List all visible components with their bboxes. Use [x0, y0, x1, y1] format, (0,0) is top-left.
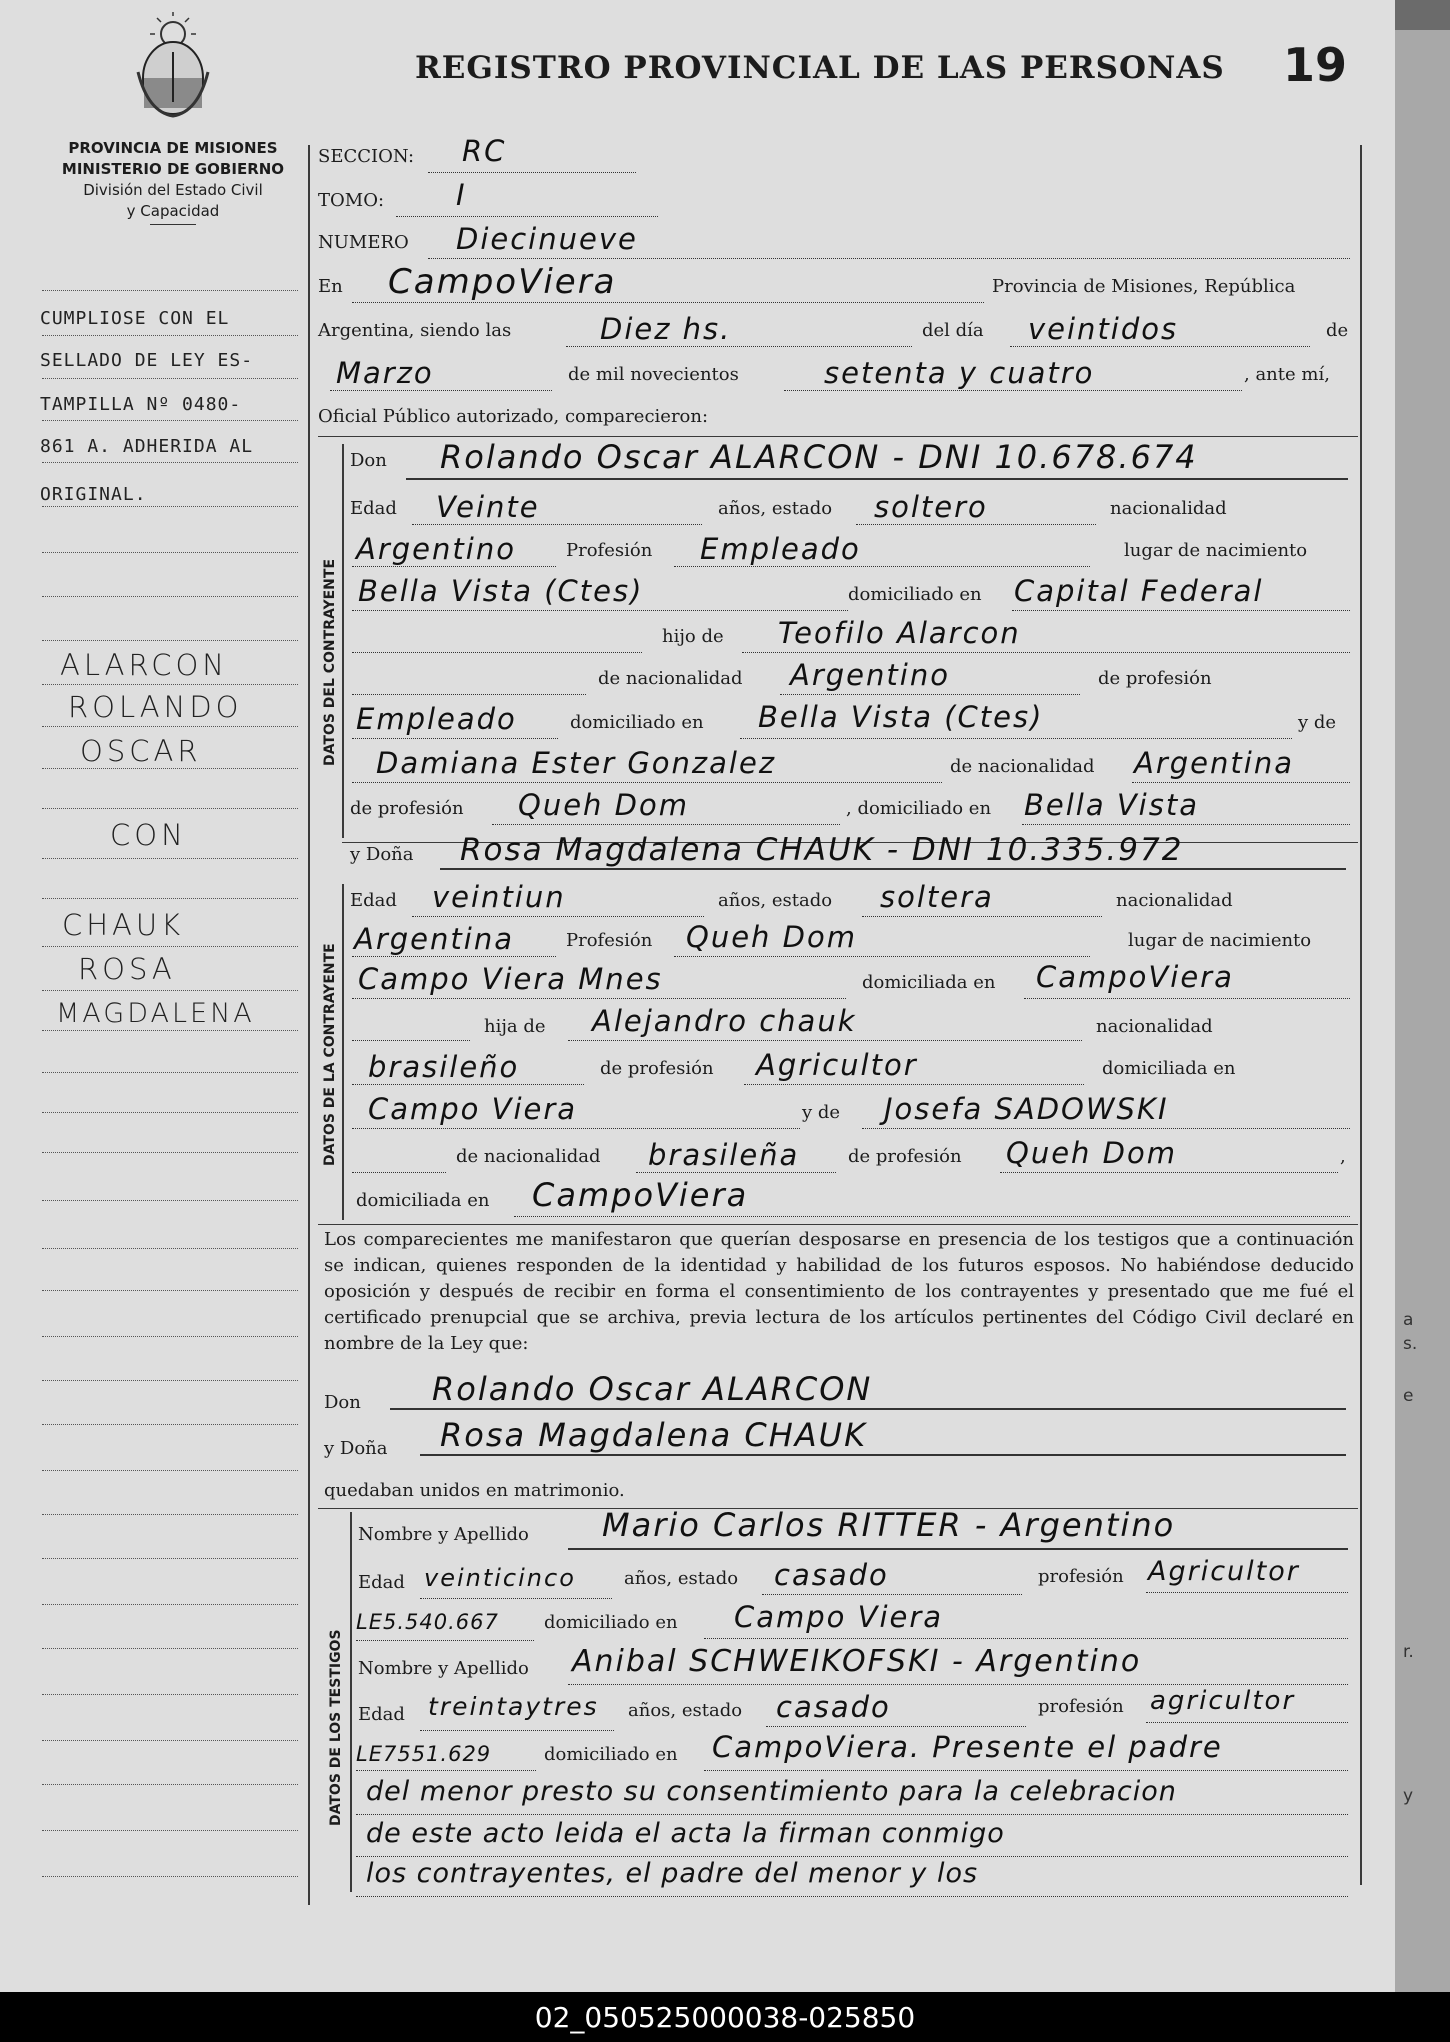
margin-note-line: TAMPILLA Nº 0480-	[40, 394, 242, 415]
value-bride-father: Alejandro chauk	[592, 1004, 857, 1038]
seccion-line	[428, 172, 636, 173]
bride-blank-line	[352, 1040, 470, 1041]
label-hijo-de: hijo de	[662, 626, 724, 647]
groom-age-line	[412, 524, 702, 525]
groom-father-domicile-line	[740, 738, 1292, 739]
divider-groom-top	[318, 436, 1358, 437]
label-profesion: Profesión	[566, 540, 653, 561]
witness2-domicile-line	[704, 1770, 1348, 1771]
groom-blank-line	[352, 652, 642, 653]
label-father-nationality: de nacionalidad	[598, 668, 743, 689]
bride-father-domicile-line	[352, 1128, 800, 1129]
label-witness1-domicile: domiciliado en	[544, 1612, 678, 1633]
margin-line	[42, 1514, 298, 1515]
value-seccion: RC	[462, 134, 507, 168]
value-bride-nationality: Argentina	[354, 922, 514, 956]
margin-note-line: ORIGINAL.	[40, 484, 147, 505]
margin-line	[42, 808, 298, 809]
margin-line	[42, 946, 298, 947]
section-label-bride: DATOS DE LA CONTRAYENTE	[322, 943, 338, 1166]
label-tomo: TOMO:	[318, 190, 385, 211]
label-de: de	[1326, 320, 1349, 341]
margin-line	[42, 1558, 298, 1559]
mes-line	[330, 390, 552, 391]
margin-note-line: 861 A. ADHERIDA AL	[40, 436, 254, 457]
value-groom-estado: soltero	[874, 490, 988, 524]
margin-groom-middlename: OSCAR	[80, 734, 202, 768]
label-nacionalidad: nacionalidad	[1110, 498, 1227, 519]
label-bride-profesion: Profesión	[566, 930, 653, 951]
page-number: 19	[1283, 38, 1348, 92]
label-numero: NUMERO	[318, 232, 409, 253]
bride-section-bar	[342, 884, 344, 1220]
section-label-witnesses: DATOS DE LOS TESTIGOS	[328, 1629, 344, 1826]
witness2-estado-line	[766, 1726, 1026, 1727]
value-groom-name: Rolando Oscar ALARCON - DNI 10.678.674	[440, 438, 1198, 476]
value-bride-estado: soltera	[880, 880, 994, 914]
groom-domicile-line	[1012, 610, 1350, 611]
value-witness1-domicile: Campo Viera	[734, 1600, 944, 1634]
value-witness2-doc: LE7551.629	[356, 1742, 492, 1766]
label-seccion: SECCION:	[318, 146, 415, 167]
label-mother-nationality: de nacionalidad	[950, 756, 1095, 777]
margin-line	[42, 726, 298, 727]
margin-line	[42, 1290, 298, 1291]
groom-estado-line	[856, 524, 1096, 525]
witness1-doc-line	[356, 1640, 534, 1641]
groom-profession-line	[674, 566, 1090, 567]
lugar-line	[352, 302, 984, 303]
label-oficial: Oficial Público autorizado, comparecieron:	[318, 406, 709, 427]
label-de-mil: de mil novecientos	[568, 364, 739, 385]
groom-father-nationality-line	[780, 694, 1080, 695]
label-don: Don	[350, 450, 387, 471]
margin-line	[42, 1470, 298, 1471]
value-groom-mother-domicile: Bella Vista	[1024, 788, 1199, 822]
margin-line	[42, 1784, 298, 1785]
value-groom-father: Teofilo Alarcon	[778, 616, 1021, 650]
margin-divider	[308, 145, 310, 1905]
bride-blank-line-2	[352, 1172, 446, 1173]
margin-bride-middlename: MAGDALENA	[56, 998, 255, 1029]
label-bride-father-nationality: nacionalidad	[1096, 1016, 1213, 1037]
margin-line	[42, 858, 298, 859]
witness1-domicile-line	[704, 1638, 1348, 1639]
margin-bride-surname: CHAUK	[62, 908, 185, 942]
margin-line	[42, 898, 298, 899]
value-union-don: Rolando Oscar ALARCON	[432, 1370, 873, 1408]
value-witness2-domicile: CampoViera. Presente el padre	[712, 1730, 1223, 1764]
closing-line-2	[356, 1856, 1348, 1857]
margin-line	[42, 1424, 298, 1425]
value-hora: Diez hs.	[600, 312, 732, 346]
margin-line	[42, 1380, 298, 1381]
label-bride-mother-profession: de profesión	[848, 1146, 962, 1167]
org-ministry: MINISTERIO DE GOBIERNO	[61, 160, 285, 178]
bride-mother-nationality-line	[636, 1172, 836, 1173]
witness1-name-line	[568, 1548, 1348, 1550]
margin-line	[42, 1200, 298, 1201]
label-bride-nacionalidad: nacionalidad	[1116, 890, 1233, 911]
margin-groom-firstname: ROLANDO	[68, 690, 243, 724]
margin-line	[42, 1336, 298, 1337]
closing-line-1	[356, 1814, 1348, 1815]
value-bride-age: veintiun	[432, 880, 566, 914]
registry-title: REGISTRO PROVINCIAL DE LAS PERSONAS	[415, 50, 1225, 86]
value-witness2-name: Anibal SCHWEIKOFSKI - Argentino	[572, 1644, 1142, 1679]
bride-mother-domicile-line	[514, 1216, 1350, 1217]
margin-line	[42, 1694, 298, 1695]
value-groom-profession: Empleado	[700, 532, 861, 566]
comma: ,	[1340, 1146, 1346, 1167]
value-witness1-doc: LE5.540.667	[356, 1610, 499, 1634]
numero-line	[428, 258, 1350, 259]
margin-line	[42, 378, 298, 379]
label-lugar-nacimiento: lugar de nacimiento	[1124, 540, 1308, 561]
value-tomo: I	[456, 178, 467, 212]
label-witness1-name: Nombre y Apellido	[358, 1524, 529, 1545]
label-anos-estado: años, estado	[718, 498, 833, 519]
value-groom-father-nationality: Argentino	[790, 658, 950, 692]
bride-birthplace-line	[352, 998, 846, 999]
adjacent-page-edge	[1395, 30, 1450, 1992]
label-union-don: Don	[324, 1392, 361, 1413]
label-witness1-profesion: profesión	[1038, 1566, 1124, 1587]
witness1-profession-line	[1146, 1592, 1348, 1593]
value-groom-domicile: Capital Federal	[1014, 574, 1264, 608]
value-bride-father-domicile: Campo Viera	[368, 1092, 578, 1126]
label-mother-domicile: , domiciliado en	[846, 798, 992, 819]
label-witness2-name: Nombre y Apellido	[358, 1658, 529, 1679]
bride-nationality-line	[352, 956, 556, 957]
value-witness1-estado: casado	[774, 1558, 889, 1592]
label-father-domicile: domiciliado en	[570, 712, 704, 733]
label-father-profession: de profesión	[1098, 668, 1212, 689]
label-ante-mi: , ante mí,	[1244, 364, 1330, 385]
groom-mother-nationality-line	[1132, 782, 1350, 783]
bride-father-line	[568, 1040, 1082, 1041]
label-mother-profession: de profesión	[350, 798, 464, 819]
bride-father-profession-line	[744, 1084, 1084, 1085]
label-bride-father-profession: de profesión	[600, 1058, 714, 1079]
value-groom-mother-nationality: Argentina	[1134, 746, 1294, 780]
value-bride-mother: Josefa SADOWSKI	[884, 1092, 1169, 1126]
label-y-de: y de	[1298, 712, 1337, 733]
label-en: En	[318, 276, 343, 297]
margin-line	[42, 640, 298, 641]
label-edad: Edad	[350, 498, 397, 519]
value-bride-domicile: CampoViera	[1036, 960, 1234, 994]
edge-mark: e	[1403, 1386, 1414, 1406]
witness2-age-line	[420, 1730, 614, 1731]
value-lugar: CampoViera	[388, 262, 617, 302]
tomo-line	[396, 216, 658, 217]
margin-groom-surname: ALARCON	[60, 648, 228, 682]
margin-line	[42, 1740, 298, 1741]
section-label-groom: DATOS DEL CONTRAYENTE	[322, 558, 338, 766]
value-bride-profession: Queh Dom	[686, 920, 857, 954]
margin-line	[42, 1152, 298, 1153]
margin-line	[42, 684, 298, 685]
groom-father-line	[742, 652, 1350, 653]
value-witness1-age: veinticinco	[424, 1564, 576, 1592]
label-bride-father-domicile: domiciliada en	[1102, 1058, 1236, 1079]
groom-mother-line	[352, 782, 942, 783]
label-witness1-estado: años, estado	[624, 1568, 739, 1589]
value-bride-father-nationality: brasileño	[368, 1050, 520, 1084]
groom-nationality-line	[352, 566, 556, 567]
edge-mark: s.	[1403, 1334, 1418, 1354]
groom-name-line	[406, 478, 1348, 480]
value-closing-line-1: del menor presto su consentimiento para la celebracion	[366, 1776, 1177, 1807]
bride-profession-line	[674, 956, 1090, 957]
groom-mother-profession-line	[492, 824, 840, 825]
value-bride-father-profession: Agricultor	[756, 1048, 918, 1082]
margin-line	[42, 596, 298, 597]
value-mes: Marzo	[336, 356, 434, 390]
value-bride-mother-domicile: CampoViera	[532, 1176, 749, 1214]
label-domiciliado-en: domiciliado en	[848, 584, 982, 605]
label-bride-edad: Edad	[350, 890, 397, 911]
dia-line	[1010, 346, 1310, 347]
value-groom-birthplace: Bella Vista (Ctes)	[358, 574, 644, 608]
margin-line	[42, 1248, 298, 1249]
label-witness2-estado: años, estado	[628, 1700, 743, 1721]
value-witness2-profession: agricultor	[1150, 1686, 1296, 1716]
margin-line	[42, 1072, 298, 1073]
groom-mother-domicile-line	[1022, 824, 1350, 825]
label-bride-mother-domicile: domiciliada en	[356, 1190, 490, 1211]
margin-line	[42, 1830, 298, 1831]
groom-section-bar	[342, 444, 344, 838]
margin-line	[42, 1876, 298, 1877]
label-union-dona: y Doña	[324, 1438, 388, 1459]
margin-line	[42, 462, 298, 463]
label-quedaban: quedaban unidos en matrimonio.	[324, 1480, 625, 1501]
org-rule	[150, 224, 196, 225]
margin-line	[42, 1030, 298, 1031]
hora-line	[566, 346, 912, 347]
label-argentina-siendo: Argentina, siendo las	[318, 320, 512, 341]
value-numero: Diecinueve	[456, 222, 638, 256]
label-witness2-domicile: domiciliado en	[544, 1744, 678, 1765]
label-witness1-edad: Edad	[358, 1572, 405, 1593]
value-groom-age: Veinte	[436, 490, 540, 524]
value-witness2-estado: casado	[776, 1690, 891, 1724]
value-bride-name: Rosa Magdalena CHAUK - DNI 10.335.972	[460, 832, 1184, 868]
label-bride-mother-nationality: de nacionalidad	[456, 1146, 601, 1167]
bride-domicile-line	[1024, 998, 1350, 999]
value-groom-nationality: Argentino	[356, 532, 516, 566]
value-groom-mother-profession: Queh Dom	[518, 788, 689, 822]
edge-mark: r.	[1403, 1642, 1414, 1662]
closing-line-3	[356, 1896, 1348, 1897]
margin-line	[42, 420, 298, 421]
value-bride-mother-profession: Queh Dom	[1006, 1136, 1177, 1170]
bride-estado-line	[862, 916, 1102, 917]
witness1-estado-line	[762, 1594, 1022, 1595]
union-don-line	[390, 1408, 1346, 1410]
label-bride-y-de: y de	[802, 1102, 841, 1123]
bride-mother-line	[862, 1128, 1350, 1129]
groom-blank-line-2	[352, 694, 586, 695]
value-anio: setenta y cuatro	[824, 356, 1095, 390]
value-witness2-age: treintaytres	[428, 1692, 599, 1721]
value-witness1-profession: Agricultor	[1148, 1556, 1300, 1587]
label-bride-lugar: lugar de nacimiento	[1128, 930, 1312, 951]
org-division: División del Estado Civil	[83, 181, 263, 199]
value-bride-mother-nationality: brasileña	[648, 1138, 800, 1172]
groom-birthplace-line	[352, 610, 848, 611]
value-witness1-name: Mario Carlos RITTER - Argentino	[602, 1506, 1176, 1544]
bride-age-line	[412, 916, 704, 917]
margin-connector: CON	[110, 818, 187, 852]
divider-declaration-top	[318, 1224, 1358, 1225]
witness-section-bar	[350, 1512, 352, 1892]
label-witness2-edad: Edad	[358, 1704, 405, 1725]
anio-line	[784, 390, 1242, 391]
union-dona-line	[420, 1454, 1346, 1456]
margin-line	[42, 1112, 298, 1113]
org-province: PROVINCIA DE MISIONES	[68, 139, 278, 157]
margin-note-line: CUMPLIOSE CON EL	[40, 308, 230, 329]
label-domiciliada-en: domiciliada en	[862, 972, 996, 993]
margin-line	[42, 1604, 298, 1605]
label-y-dona: y Doña	[350, 844, 414, 865]
value-groom-mother: Damiana Ester Gonzalez	[376, 746, 777, 780]
edge-mark: y	[1403, 1786, 1414, 1806]
edge-mark: a	[1403, 1310, 1414, 1330]
right-border	[1360, 145, 1362, 1885]
scan-identifier-footer: 02_050525000038-025850	[0, 1992, 1450, 2042]
value-closing-line-3: los contrayentes, el padre del menor y los	[366, 1858, 979, 1889]
value-closing-line-2: de este acto leida el acta la firman conmigo	[366, 1818, 1005, 1849]
issuing-organization	[42, 138, 304, 225]
margin-note-line: SELLADO DE LEY ES-	[40, 350, 254, 371]
margin-line	[42, 768, 298, 769]
value-groom-father-domicile: Bella Vista (Ctes)	[758, 700, 1044, 734]
margin-line	[42, 335, 298, 336]
margin-line	[42, 1648, 298, 1649]
label-provincia: Provincia de Misiones, República	[992, 276, 1296, 297]
value-dia: veintidos	[1028, 312, 1179, 346]
label-del-dia: del día	[922, 320, 984, 341]
margin-bride-firstname: ROSA	[78, 952, 176, 986]
org-capacity: y Capacidad	[126, 202, 220, 220]
witness1-age-line	[420, 1598, 612, 1599]
declaration-paragraph: Los comparecientes me manifestaron que querían desposarse en presencia de los testigos que a continuación se indican, quienes responden de la identidad y habilidad de los futuros esposos. No habiéndose deducido oposición y después de recibir en forma el consentimiento de los contrayentes y presentado que me fué el certificado prenupcial que se archiva, previa lectura de los artículos pertinentes del Código Civil declaré en nombre de la Ley que:	[324, 1229, 1354, 1354]
margin-line	[42, 552, 298, 553]
groom-father-profession-line	[352, 738, 558, 739]
margin-line	[42, 990, 298, 991]
value-groom-father-profession: Empleado	[356, 702, 517, 736]
witness2-profession-line	[1146, 1722, 1348, 1723]
witness2-name-line	[568, 1684, 1348, 1685]
bride-mother-profession-line	[1000, 1172, 1338, 1173]
bride-name-line	[440, 868, 1346, 870]
margin-line	[42, 290, 298, 291]
coat-of-arms-emblem	[128, 12, 218, 120]
value-union-dona: Rosa Magdalena CHAUK	[440, 1416, 868, 1454]
label-hija-de: hija de	[484, 1016, 546, 1037]
label-bride-estado: años, estado	[718, 890, 833, 911]
label-witness2-profesion: profesión	[1038, 1696, 1124, 1717]
bride-father-nationality-line	[352, 1084, 584, 1085]
value-bride-birthplace: Campo Viera Mnes	[358, 962, 663, 996]
margin-line	[42, 506, 298, 507]
witness2-doc-line	[356, 1770, 536, 1771]
